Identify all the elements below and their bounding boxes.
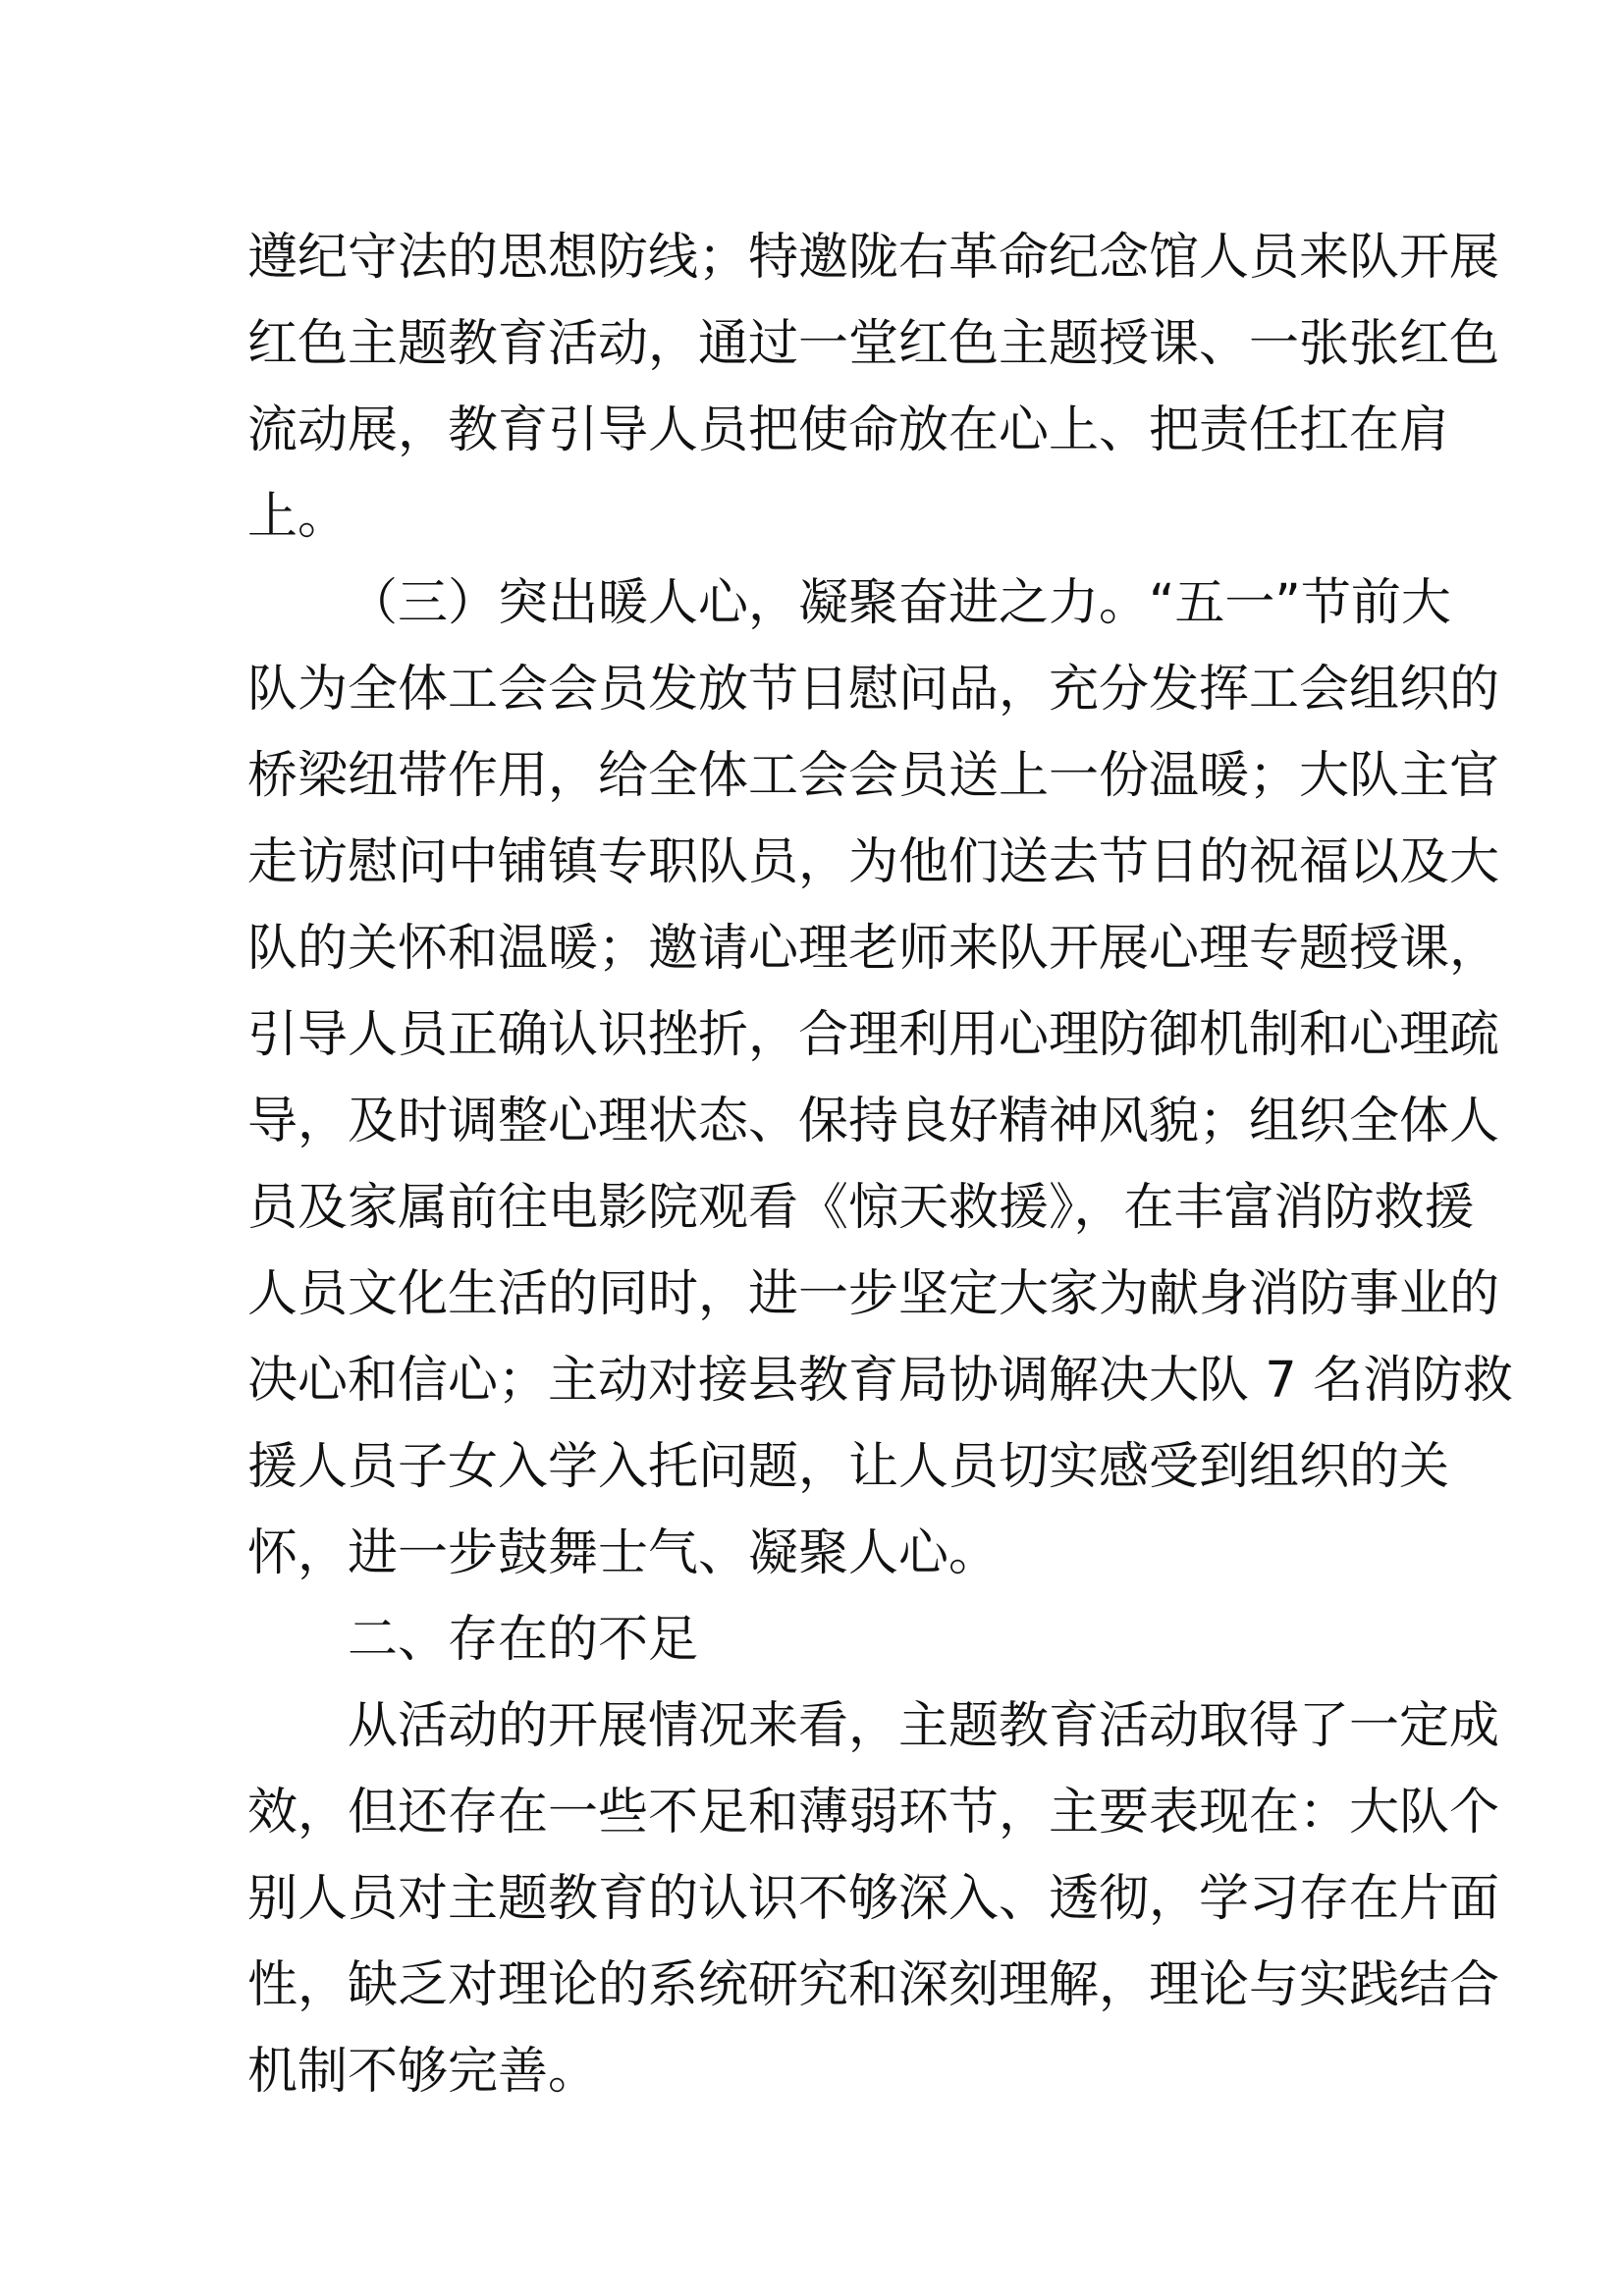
text-line-8: 走访慰问中铺镇专职队员，为他们送去节日的祝福以及大 — [247, 833, 1500, 891]
text-line-11: 导，及时调整心理状态、保持良好精神风貌；组织全体人 — [247, 1093, 1500, 1150]
text-line-7: 桥梁纽带作用，给全体工会会员送上一份温暖；大队主官 — [247, 747, 1500, 805]
text-line-12: 员及家属前往电影院观看《惊天救援》，在丰富消防救援 — [247, 1179, 1475, 1237]
text-line-9: 队的关怀和温暖；邀请心理老师来队开展心理专题授课， — [247, 920, 1500, 978]
text-line-10: 引导人员正确认识挫折，合理利用心理防御机制和心理疏 — [247, 1006, 1500, 1064]
text-line-21: 性，缺乏对理论的系统研究和深刻理解，理论与实践结合 — [247, 1956, 1500, 2014]
text-line-18: 从活动的开展情况来看，主题教育活动取得了一定成 — [348, 1697, 1500, 1755]
text-line-1: 遵纪守法的思想防线；特邀陇右革命纪念馆人员来队开展 — [247, 229, 1500, 287]
section-heading-three: （三）突出暖人心，凝聚奋进之力。“五一”节前大 — [348, 574, 1451, 632]
text-line-22: 机制不够完善。 — [247, 2043, 599, 2101]
text-line-13: 人员文化生活的同时，进一步坚定大家为献身消防事业的 — [247, 1265, 1500, 1323]
text-line-16: 怀，进一步鼓舞士气、凝聚人心。 — [247, 1524, 1000, 1582]
text-line-20: 别人员对主题教育的认识不够深入、透彻，学习存在片面 — [247, 1870, 1500, 1928]
text-line-6: 队为全体工会会员发放节日慰问品，充分发挥工会组织的 — [247, 661, 1500, 719]
text-line-2: 红色主题教育活动，通过一堂红色主题授课、一张张红色 — [247, 315, 1500, 373]
text-line-19: 效，但还存在一些不足和薄弱环节，主要表现在：大队个 — [247, 1784, 1500, 1842]
text-line-3: 流动展，教育引导人员把使命放在心上、把责任扛在肩 — [247, 401, 1450, 459]
text-line-15: 援人员子女入学入托问题，让人员切实感受到组织的关 — [247, 1438, 1450, 1496]
text-line-14: 决心和信心；主动对接县教育局协调解决大队 7 名消防救 — [247, 1352, 1513, 1410]
text-line-4: 上。 — [247, 488, 349, 546]
section-heading-deficiencies: 二、存在的不足 — [348, 1611, 699, 1669]
